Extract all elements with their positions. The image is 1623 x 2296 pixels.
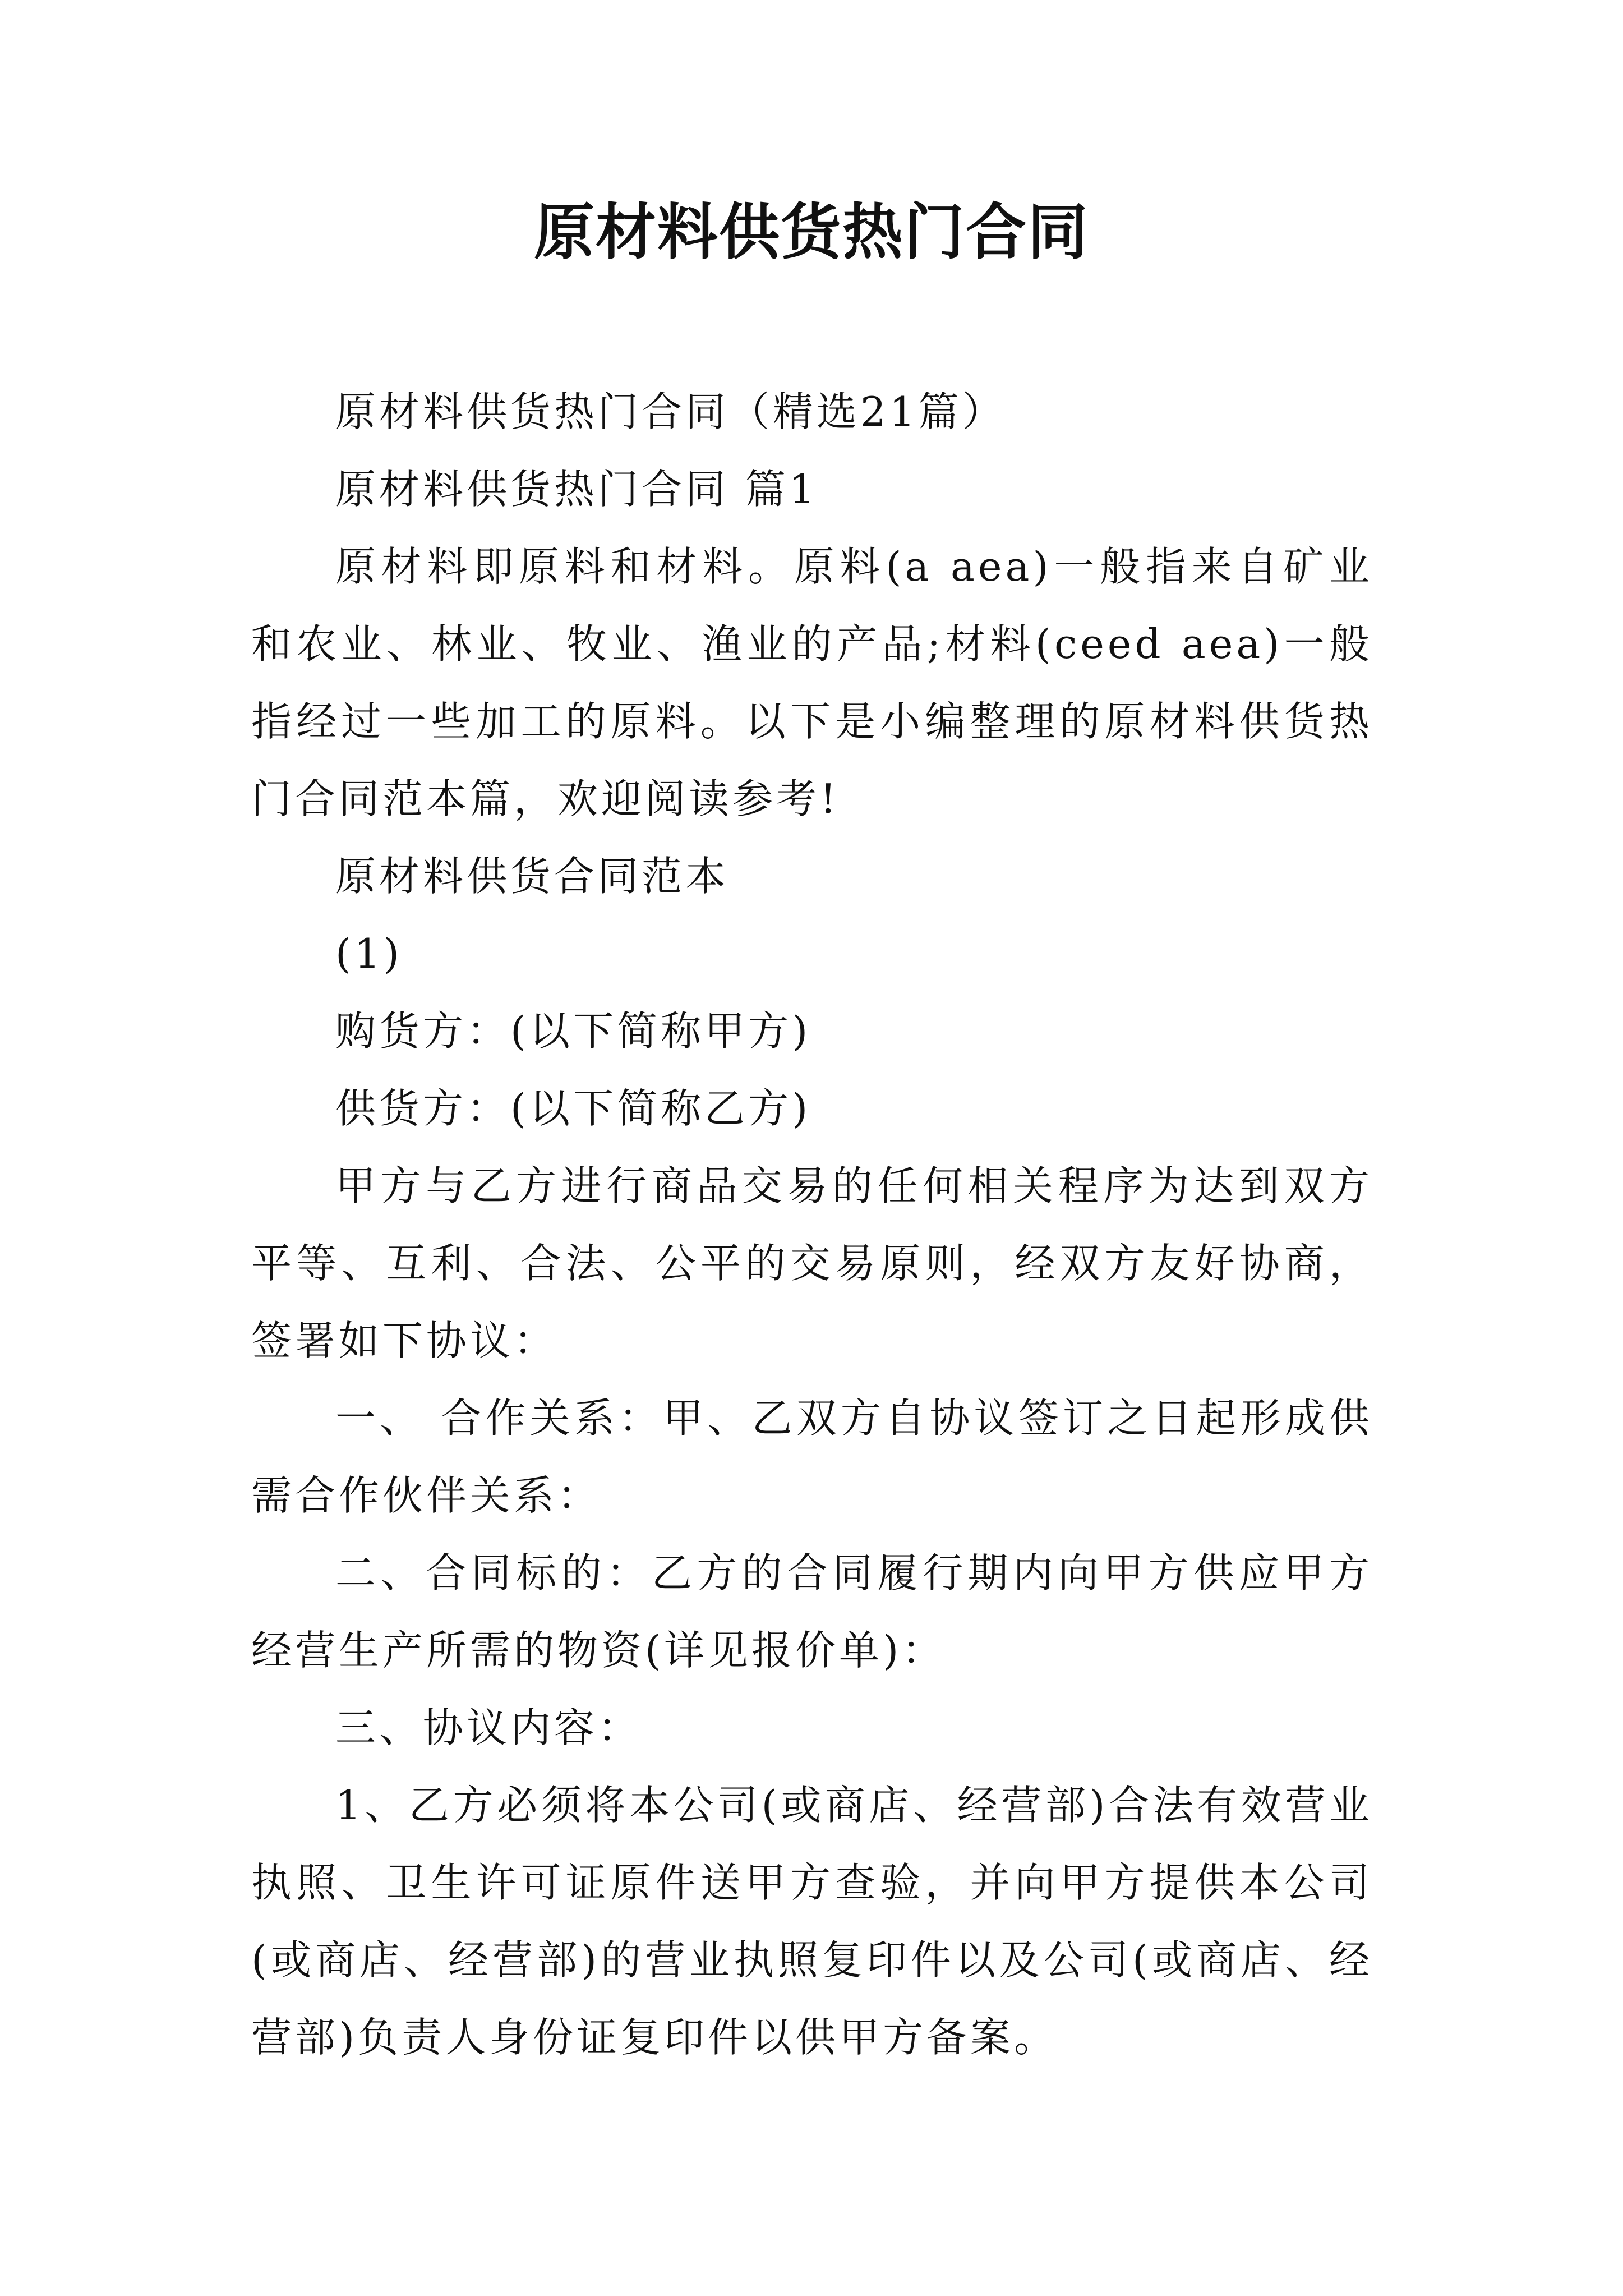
paragraph-agreement-intro: 甲方与乙方进行商品交易的任何相关程序为达到双方平等、互利、合法、公平的交易原则，经双方友好协商，签署如下协议： bbox=[251, 1162, 1373, 1364]
paragraph-template-title: 原材料供货合同范本 bbox=[335, 853, 730, 900]
paragraph-clause-two: 二、合同标的：乙方的合同履行期内向甲方供应甲方经营生产所需的物资(详见报价单)： bbox=[251, 1549, 1373, 1674]
paragraph-item-one: 1、乙方必须将本公司(或商店、经营部)合法有效营业执照、卫生许可证原件送甲方查验，并向甲方提供本公司(或商店、经营部)的营业执照复印件以及公司(或商店、经营部)负责人身份证复印件以供甲方备案。 bbox=[251, 1782, 1373, 2061]
paragraph-introduction: 原材料即原料和材料。原料(a aea)一般指来自矿业和农业、林业、牧业、渔业的产品;材料(ceed aea)一般指经过一些加工的原料。以下是小编整理的原材料供货热门合同范本篇，欢迎阅读参考! bbox=[251, 543, 1373, 822]
paragraph-buyer: 购货方：(以下简称甲方) bbox=[335, 1007, 811, 1055]
paragraph-supplier: 供货方：(以下简称乙方) bbox=[335, 1085, 811, 1132]
paragraph-clause-three: 三、协议内容： bbox=[335, 1704, 642, 1751]
document-body bbox=[251, 373, 1373, 2076]
paragraph-collection-title: 原材料供货热门合同（精选21篇） bbox=[335, 388, 1006, 435]
paragraph-number: (1) bbox=[335, 930, 403, 977]
paragraph-clause-one: 一、 合作关系：甲、乙双方自协议签订之日起形成供需合作伙伴关系： bbox=[251, 1395, 1373, 1519]
paragraph-section-heading: 原材料供货热门合同 篇1 bbox=[335, 466, 818, 513]
document-title: 原材料供货热门合同 bbox=[533, 197, 1089, 268]
